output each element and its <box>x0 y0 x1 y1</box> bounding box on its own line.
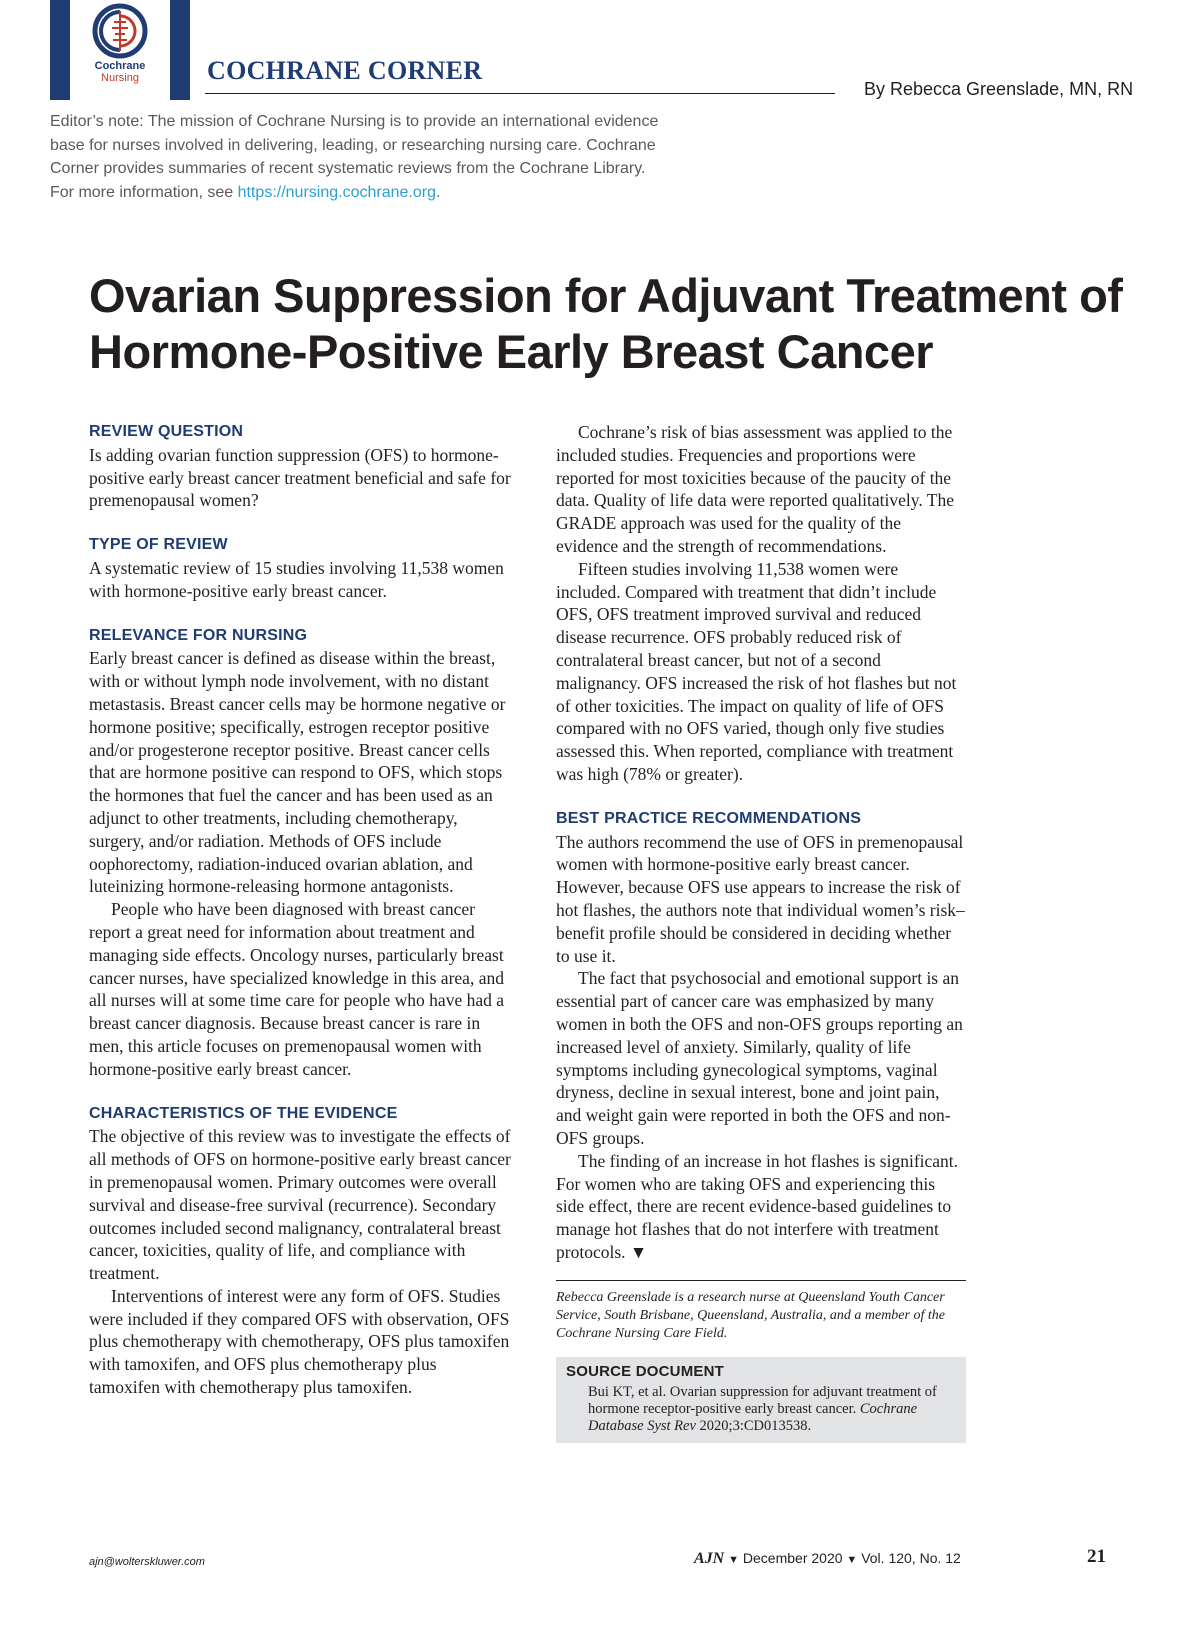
left-column <box>89 421 511 1399</box>
cochrane-logo-icon <box>92 3 148 59</box>
editor-note-tail: . <box>435 183 441 201</box>
footer-journal: AJN <box>694 1550 725 1567</box>
bio-divider <box>556 1280 966 1281</box>
source-journal: Cochrane Database Syst Rev <box>588 1400 918 1434</box>
header-divider <box>205 93 835 94</box>
source-document-box <box>556 1357 966 1443</box>
source-citation-text: Bui KT, et al. Ovarian suppression for adjuvant treatment of hormone receptor-positive early breast cancer. <box>588 1383 937 1417</box>
author-bio: Rebecca Greenslade is a research nurse at Queensland Youth Cancer Service, South Brisbane, Queensland, Australia, and a member of the Cochrane Nursing Care Field. <box>556 1289 945 1341</box>
source-document-heading: SOURCE DOCUMENT <box>566 1362 725 1380</box>
triangle-icon: ▼ <box>728 1554 740 1566</box>
relevance-heading: RELEVANCE FOR NURSING <box>89 626 308 644</box>
type-of-review-text: A systematic review of 15 studies involving 11,538 women with hormone-positive early breast cancer. <box>89 557 504 601</box>
relevance-paragraph-1: Early breast cancer is defined as disease within the breast, with or without lymph node involvement, with no distant metastasis. Breast cancer cells may be hormone negative or hormone positive; specifically, estrogen receptor positive and/or progesterone receptor positive. Breast cancer cells that are hormone positive can respond to OFS, which stops the hormones that fuel the cancer and has been used as an adjunct to other treatments, including chemotherapy, surgery, and/or radiation. Methods of OFS include oophorectomy, radiation-induced ovarian ablation, and luteinizing hormone-releasing hormone antagonists. <box>89 648 506 897</box>
characteristics-heading: CHARACTERISTICS OF THE EVIDENCE <box>89 1104 398 1122</box>
characteristics-paragraph-2: Interventions of interest were any form of OFS. Studies were included if they compared OFS with observation, OFS plus chemotherapy with chemotherapy, OFS plus tamoxifen with tamoxifen, and OFS plus chemotherapy plus tamoxifen with chemotherapy plus tamoxifen. <box>89 1285 510 1398</box>
source-details: 2020;3:CD013538. <box>695 1417 812 1434</box>
footer-journal-info <box>694 1550 961 1568</box>
right-column <box>556 421 966 1443</box>
editor-note-text: Editor’s note: The mission of Cochrane Nursing is to provide an international evidence base for nurses involved in delivering, leading, or researching nursing care. Cochrane Corner provides summaries of recent systematic reviews from the Cochrane Library. For more information, see <box>50 113 659 201</box>
logo-banner <box>50 0 190 100</box>
byline: By Rebecca Greenslade, MN, RN <box>864 79 1134 99</box>
characteristics-paragraph-3: Cochrane’s risk of bias assessment was applied to the included studies. Frequencies and proportions were reported for most toxicities because of the paucity of the data. Quality of life data were reported qualitatively. The GRADE approach was used for the quality of the evidence and the strength of recommendations. <box>556 422 954 556</box>
cochrane-logo[interactable] <box>70 0 170 100</box>
best-practice-paragraph-3: The finding of an increase in hot flashes is significant. For women who are taking OFS and experiencing this side effect, there are recent evidence-based guidelines to manage hot flashes that do not interfere with treatment protocols. ▼ <box>556 1150 959 1262</box>
best-practice-paragraph-1: The authors recommend the use of OFS in premenopausal women with hormone-positive early breast cancer. However, because OFS use appears to increase the risk of hot flashes, the authors note that individual women’s risk–benefit profile should be considered in deciding whether to use it. <box>556 831 965 966</box>
page-number: 21 <box>1087 1546 1106 1567</box>
review-question-heading: REVIEW QUESTION <box>89 423 244 440</box>
best-practice-heading: BEST PRACTICE RECOMMENDATIONS <box>556 809 862 827</box>
footer-email[interactable]: ajn@wolterskluwer.com <box>89 1556 205 1568</box>
type-of-review-heading: TYPE OF REVIEW <box>89 536 228 554</box>
best-practice-paragraph-2: The fact that psychosocial and emotional support is an essential part of cancer care was emphasized by many women in both the OFS and non-OFS groups reporting an increased level of anxiety. Similarly, quality of life symptoms including gynecological symptoms, vaginal dryness, decline in sexual interest, bone and joint pain, and weight gain were reported in both the OFS and non-OFS groups. <box>556 968 963 1148</box>
review-question-text: Is adding ovarian function suppression (OFS) to hormone-positive early breast cancer treatment beneficial and safe for premenopausal women? <box>89 444 511 511</box>
article-title: Ovarian Suppression for Adjuvant Treatment of Hormone-Positive Early Breast Cancer <box>89 269 1123 378</box>
characteristics-paragraph-4: Fifteen studies involving 11,538 women were included. Compared with treatment that didn’t include OFS, OFS treatment improved survival and reduced disease recurrence. OFS probably reduced risk of contralateral breast cancer, but not of a second malignancy. OFS increased the risk of hot flashes but not of other toxicities. The impact on quality of life of OFS compared with no OFS varied, though only five studies assessed this. When reported, compliance with treatment was high (78% or greater). <box>556 558 957 784</box>
logo-word-nursing: Nursing <box>101 72 139 84</box>
section-title: COCHRANE CORNER <box>207 56 483 85</box>
logo-word-cochrane: Cochrane <box>94 60 146 72</box>
relevance-paragraph-2: People who have been diagnosed with breast cancer report a great need for information about treatment and managing side effects. Oncology nurses, particularly breast cancer nurses, have specialized knowledge in this area, and all nurses will at some time care for people who have had a breast cancer diagnosis. Because breast cancer is rare in men, this article focuses on premenopausal women with hormone-positive early breast cancer. <box>89 899 504 1079</box>
footer-volume: Vol. 120, No. 12 <box>861 1550 961 1566</box>
triangle-icon: ▼ <box>846 1554 858 1566</box>
footer-date: December 2020 <box>742 1550 843 1566</box>
characteristics-paragraph-1: The objective of this review was to investigate the effects of all methods of OFS on hormone-positive early breast cancer in premenopausal women. Primary outcomes were overall survival and disease-free survival (recurrence). Secondary outcomes included second malignancy, contralateral breast cancer, toxicities, quality of life, and compliance with treatment. <box>89 1126 511 1284</box>
source-citation <box>566 1384 956 1435</box>
editor-note <box>50 110 670 204</box>
cochrane-nursing-link[interactable]: https://nursing.cochrane.org <box>237 183 436 201</box>
